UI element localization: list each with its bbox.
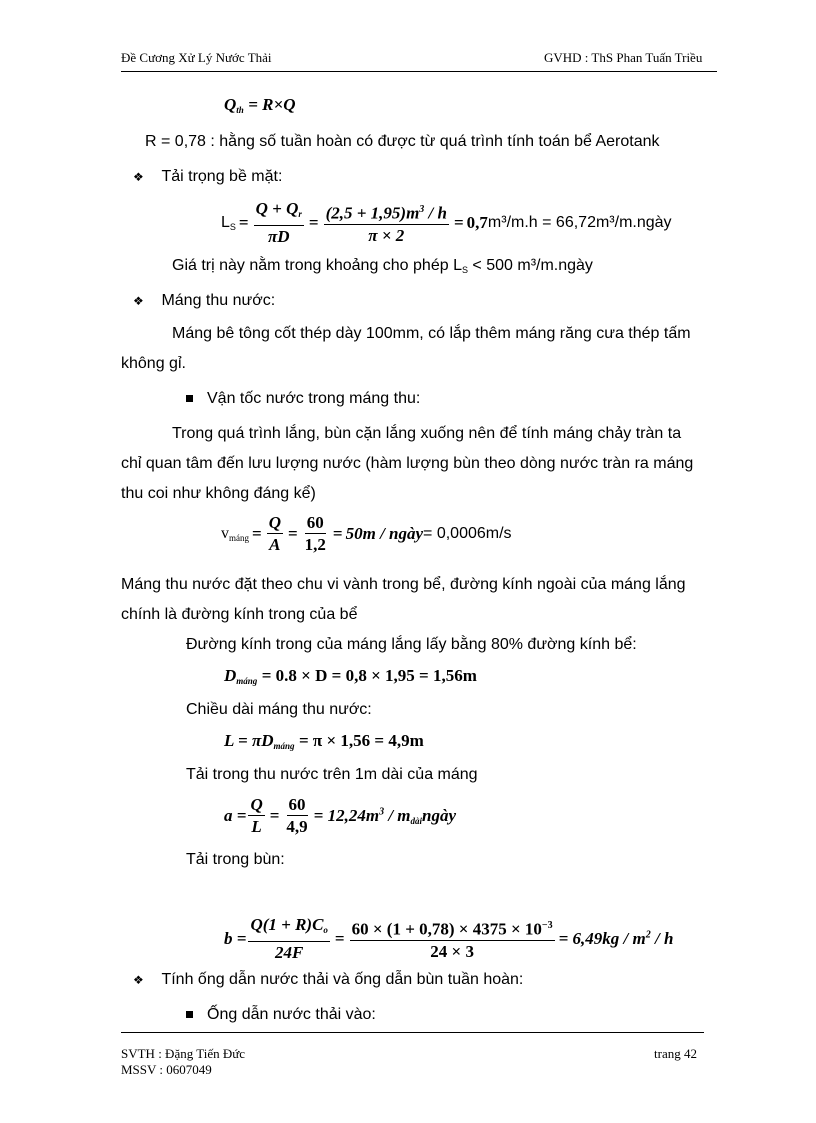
equation-qth: [224, 95, 296, 115]
equation-l: $L = \pi D_{máng} = \pi \times 1,56 = 4,9m$: [224, 731, 424, 751]
header-supervisor: GVHD : ThS Phan Tuấn Triều: [544, 50, 703, 65]
para-channel-line2: không gỉ.: [121, 355, 186, 372]
equation-d-mang: $D_{máng} = 0.8 \times D = 0,8 \times 1,95 = 1,56m$: [224, 666, 477, 686]
eq-sign: =: [334, 928, 345, 948]
eq-b-value: = $6,49kg / m^2$ / h: [558, 928, 674, 948]
eq-a-value: = $12,24m^3$ / $m_{dài}ngày$: [313, 805, 457, 826]
equation-b: [224, 915, 673, 962]
equation-velocity: [221, 513, 512, 554]
item-label: Tính ống dẫn nước thải và ống dẫn bùn tuần hoàn:: [161, 971, 524, 988]
text-channel-length: Chiều dài máng thu nước:: [186, 701, 372, 718]
eq-v-value: 50m / ngày: [345, 523, 424, 543]
diamond-bullet-icon: ❖: [133, 973, 144, 987]
eq-ls-value: 0,7: [466, 212, 488, 232]
para-settling-line3: thu coi như không đáng kể): [121, 485, 316, 502]
footer-student: SVTH : Đặng Tiến Đức: [121, 1046, 246, 1061]
para-settling-line2: chỉ quan tâm đến lưu lượng nước (hàm lượng bùn theo dòng nước tràn ra máng: [121, 455, 694, 472]
diamond-bullet-icon: ❖: [133, 170, 144, 184]
para-placement-line1: Máng thu nước đặt theo chu vi vành trong bể, đường kính ngoài của máng lắng: [121, 576, 686, 593]
item-label: Tải trọng bề mặt:: [161, 168, 283, 185]
list-item-pipes: [133, 971, 523, 989]
header-rule: [121, 71, 717, 72]
eq-sign: =: [238, 212, 249, 232]
fraction-b-1: $\frac{Q(1 + R)C_o}{24F}$: [250, 915, 328, 962]
fraction-a-1: $\frac{Q}{L}$: [250, 795, 263, 836]
equation-ls: [221, 199, 672, 246]
eq-b-lhs: b =: [224, 928, 247, 948]
para-channel-line1: Máng bê tông cốt thép dày 100mm, có lắp thêm máng răng cưa thép tấm: [172, 325, 691, 342]
text-sludge-load: Tải trong bùn:: [186, 851, 285, 868]
fraction-ls-2: $\frac{(2,5 + 1,95)m^3 / h}{\pi \times 2}$: [324, 200, 449, 245]
eq-v-lhs: $v_{máng}$: [221, 524, 249, 543]
eq-sign: =: [269, 805, 280, 825]
equation-a: [224, 795, 456, 836]
eq-sign: =: [287, 523, 298, 543]
bullet-velocity: Vận tốc nước trong máng thu:: [186, 390, 420, 408]
eq-a-lhs: a =: [224, 805, 247, 825]
text-r-value: R = 0,78 : hằng số tuần hoàn có được từ quá trình tính toán bể Aerotank: [145, 133, 660, 150]
item-label: Máng thu nước:: [161, 292, 276, 309]
text-allowed-range: Giá trị này nằm trong khoảng cho phép $L_S < 500$ m³/m.ngày: [172, 257, 593, 275]
list-item-surface-load: [133, 168, 282, 186]
footer-rule: [121, 1032, 704, 1033]
footer-student-id: MSSV : 0607049: [121, 1062, 212, 1077]
fraction-v-2: $\frac{60}{1,2}$: [304, 513, 326, 554]
eq-v-tail: = 0,0006m/s: [423, 524, 512, 542]
eq-ls-lhs: $L_S$: [221, 213, 236, 232]
bullet-inlet-pipe: Ống dẫn nước thải vào:: [186, 1006, 376, 1024]
text-weir-load: Tải trong thu nước trên 1m dài của máng: [186, 766, 478, 783]
header-title: Đề Cương Xử Lý Nước Thải: [121, 50, 272, 65]
footer-page-number: trang 42: [654, 1046, 697, 1061]
square-bullet-icon: [186, 395, 193, 402]
para-settling-line1: Trong quá trình lắng, bùn cặn lắng xuống nên để tính máng chảy tràn ta: [172, 425, 682, 442]
eq-sign: =: [252, 523, 262, 543]
square-bullet-icon: [186, 1011, 193, 1018]
eq-ls-tail: m³/m.h = 66,72m³/m.ngày: [487, 213, 672, 231]
fraction-a-2: $\frac{60}{4,9}$: [286, 795, 308, 836]
text-inner-diameter: Đường kính trong của máng lắng lấy bằng 80% đường kính bể:: [186, 636, 637, 653]
para-placement-line2: chính là đường kính trong của bể: [121, 606, 358, 623]
eq-qth-rhs: = R×Q: [248, 95, 296, 114]
eq-sign: =: [308, 212, 319, 232]
eq-qth-lhs: Q: [224, 95, 237, 114]
diamond-bullet-icon: ❖: [133, 294, 144, 308]
eq-sign: =: [332, 523, 343, 543]
fraction-ls-1: $\frac{Q + Q_r}{\pi D}$: [255, 199, 302, 246]
eq-qth-sub: th: [236, 105, 244, 115]
fraction-b-2: $\frac{60 \times (1 + 0,78) \times 4375 \times 10^{-3}}{24 \times 3}$: [350, 916, 555, 961]
eq-sign: =: [453, 212, 464, 232]
fraction-v-1: $\frac{Q}{A}$: [268, 513, 281, 554]
list-item-collection-channel: [133, 292, 275, 310]
